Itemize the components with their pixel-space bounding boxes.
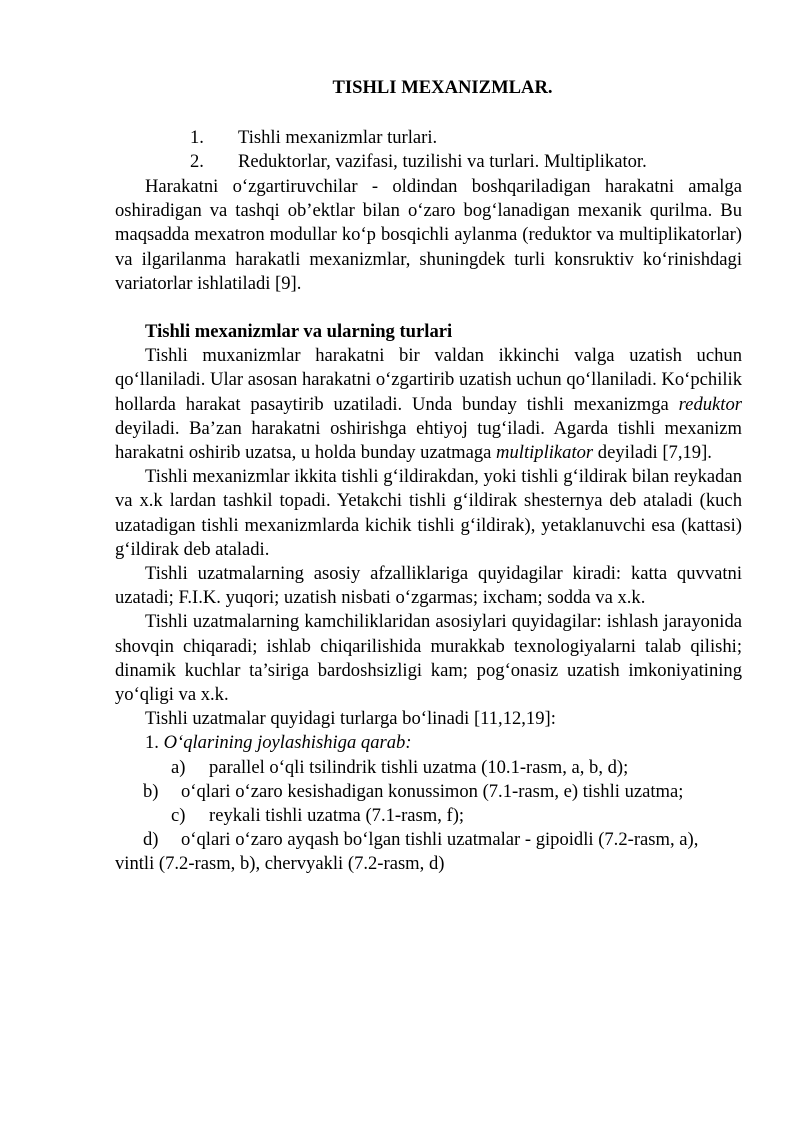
item-text: parallel o‘qli tsilindrik tishli uzatma (10.1-rasm, a, b, d); [209,756,629,778]
list-item [115,780,742,804]
list-item [115,804,742,828]
text-run: deyiladi. Ba’zan harakatni oshirishga ehtiyoj tug‘iladi. Agarda tishli mexanizm harakatni oshirib uzatsa, u holda bunday uzatmaga [115,417,742,464]
classification-number: 1. [145,732,164,754]
classification-title: O‘qlarining joylashishiga qarab: [163,732,412,754]
list-text: Reduktorlar, vazifasi, tuzilishi va turlari. Multiplikator. [238,151,647,172]
paragraph-disadvantages: Tishli uzatmalarning kamchiliklaridan asosiylari quyidagilar: ishlash jarayonida shovqin chiqaradi; ishlab chiqarilishida murakkab texnologiyalarni talab qilishi; dinamik kuchlar ta’siriga bardoshsizligi kam; pog‘onasiz uzatish imkoniyatining yo‘qligi va x.k. [115,611,742,706]
item-label: c) [171,805,186,827]
item-text: o‘qlari o‘zaro ayqash bo‘lgan tishli uzatmalar - gipoidli (7.2-rasm, a), vintli (7.2-rasm, b), chervyakli (7.2-rasm, d) [115,829,699,875]
list-text: Tishli mexanizmlar turlari. [238,127,438,148]
paragraph-advantages: Tishli uzatmalarning asosiy afzalliklariga quyidagilar kiradi: katta quvvatni uzatadi; F.I.K. yuqori; uzatish nisbati o‘zgarmas; ixcham; sodda va x.k. [115,563,742,609]
list-number: 1. [190,127,204,148]
intro-paragraph: Harakatni o‘zgartiruvchilar - oldindan boshqariladigan harakatni amalga oshiradigan va tashqi ob’ektlar bilan o‘zaro bog‘lanadigan mexanik qurilma. Bu maqsadda mexatron modullar ko‘p bosqichli aylanma (reduktor va multiplikatorlar) va ilgarilanma harakatli mexanizmlar, shuningdek turli konsruktiv ko‘rinishdagi variatorlar ishlatiladi [9]. [115,176,742,294]
paragraph-classification: Tishli uzatmalar quyidagi turlarga bo‘linadi [11,12,19]: [145,708,556,730]
list-item [115,828,742,876]
item-text: o‘qlari o‘zaro kesishadigan konussimon (7.1-rasm, e) tishli uzatma; [181,780,684,802]
list-item [0,126,800,150]
list-number: 2. [190,151,204,172]
item-label: b) [143,780,159,802]
term-multiplikator: multiplikator [496,442,594,464]
text-run: deyiladi [7,19]. [593,442,712,464]
paragraph-gear-composition: Tishli mexanizmlar ikkita tishli g‘ildirakdan, yoki tishli g‘ildirak bilan reykadan va x.k lardan tashkil topadi. Yetakchi tishli g‘ildirak shesternya deb ataladi (kuch uzatadigan tishli mexanizmlarda kichik tishli g‘ildirak), yetaklanuvchi esa (kattasi) g‘ildirak deb ataladi. [115,466,742,560]
list-item [0,150,800,174]
item-label: d) [143,829,159,851]
paragraph-gear-purpose [115,344,742,465]
topic-list [0,126,800,174]
section-heading: Tishli mexanizmlar va ularning turlari [145,321,453,343]
classification-heading [115,731,742,755]
body-text [115,175,742,877]
list-item [115,756,742,780]
term-reduktor: reduktor [678,393,742,415]
page-title: TISHLI MEXANIZMLAR. [332,77,553,98]
text-run: Tishli muxanizmlar harakatni bir valdan ikkinchi valga uzatish uchun qo‘llaniladi. Ular asosan harakatni o‘zgartirib uzatish uchun qo‘llaniladi. Ko‘pchilik hollarda harakat pasaytirib uzatiladi. Unda bunday tishli mexanizmga [115,345,742,415]
item-label: a) [171,756,186,778]
item-text: reykali tishli uzatma (7.1-rasm, f); [209,805,465,827]
